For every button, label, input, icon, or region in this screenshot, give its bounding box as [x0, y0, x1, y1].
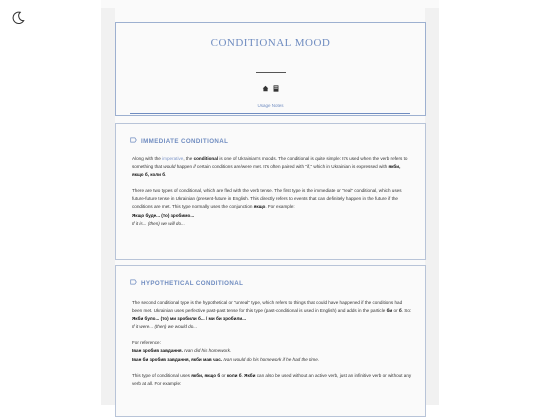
- section-body: [132, 155, 412, 228]
- title-divider: [256, 72, 286, 73]
- page-title: CONDITIONAL MOOD: [210, 37, 331, 49]
- paragraph: For reference: Іван зробив завдання. Ivan did his homework. Іван би зробив завдання, якби мав час. Ivan would do his homework if he had the time.: [132, 340, 320, 362]
- section-hypothetical-conditional: [115, 265, 426, 417]
- example-english: If it were... (then) we would do...: [132, 324, 198, 330]
- example-ukrainian: Якби було... (то) ми зробили б... / ми би зробили...: [132, 316, 247, 322]
- top-strip: [101, 0, 439, 8]
- left-gutter: [101, 8, 115, 405]
- imperative-link[interactable]: imperative: [162, 156, 184, 161]
- header-icons: [116, 85, 425, 94]
- paragraph: There are two types of conditional, which are fled with the verb tense. The first type is the immediate or "real" conditional, which uses future-future tense in Ukrainian (present-future in English. This directly refers to events that can definitely happen in the future if the conditions are met. This type normally uses the conjunction якщо. For example: Якщо буде... (то) зробимо... If it is... (then) we will do...: [132, 188, 402, 226]
- book-icon[interactable]: [273, 88, 279, 94]
- content-page: [115, 8, 425, 405]
- page-header: [115, 22, 426, 116]
- section-immediate-conditional: [115, 123, 426, 260]
- section-icon: [130, 137, 137, 145]
- example-english: If it is... (then) we will do...: [132, 220, 185, 226]
- section-heading: HYPOTHETICAL CONDITIONAL: [130, 279, 243, 287]
- tab-underline: [130, 113, 410, 114]
- paragraph: The second conditional type is the hypothetical or "unreal" type, which refers to things that could have happened if the conditions had been met. Ukrainian uses perfective past-past tense for this type (past-conditional is used in English) and adds in the particle би or б. So: Якби було... (то) ми зробили б... / ми би зробили... If it were... (then) we would do...: [132, 300, 412, 330]
- tab-usage-notes[interactable]: Usage Notes: [257, 103, 284, 108]
- home-icon[interactable]: [262, 88, 271, 94]
- section-heading: IMMEDIATE CONDITIONAL: [130, 137, 228, 145]
- paragraph: Along with the imperative, the conditional is one of Ukrainian's moods. The conditional is quite simple: It's used when the verb refers to something that would happen if certain conditions are/were met. It's often paired with "if," which in Ukrainian is expressed with якби, якщо б, коли б.: [132, 156, 408, 178]
- moon-icon[interactable]: [11, 11, 25, 25]
- example-ukrainian: Якщо буде... (то) зробимо...: [132, 212, 195, 218]
- section-body: [132, 299, 412, 396]
- section-icon: [130, 279, 137, 287]
- paragraph: This type of conditional uses якби, якщо б or коли б. Якби can also be used without an active verb, just an infinitive verb or without any verb at all. For example:: [132, 372, 412, 386]
- right-gutter: [425, 8, 439, 405]
